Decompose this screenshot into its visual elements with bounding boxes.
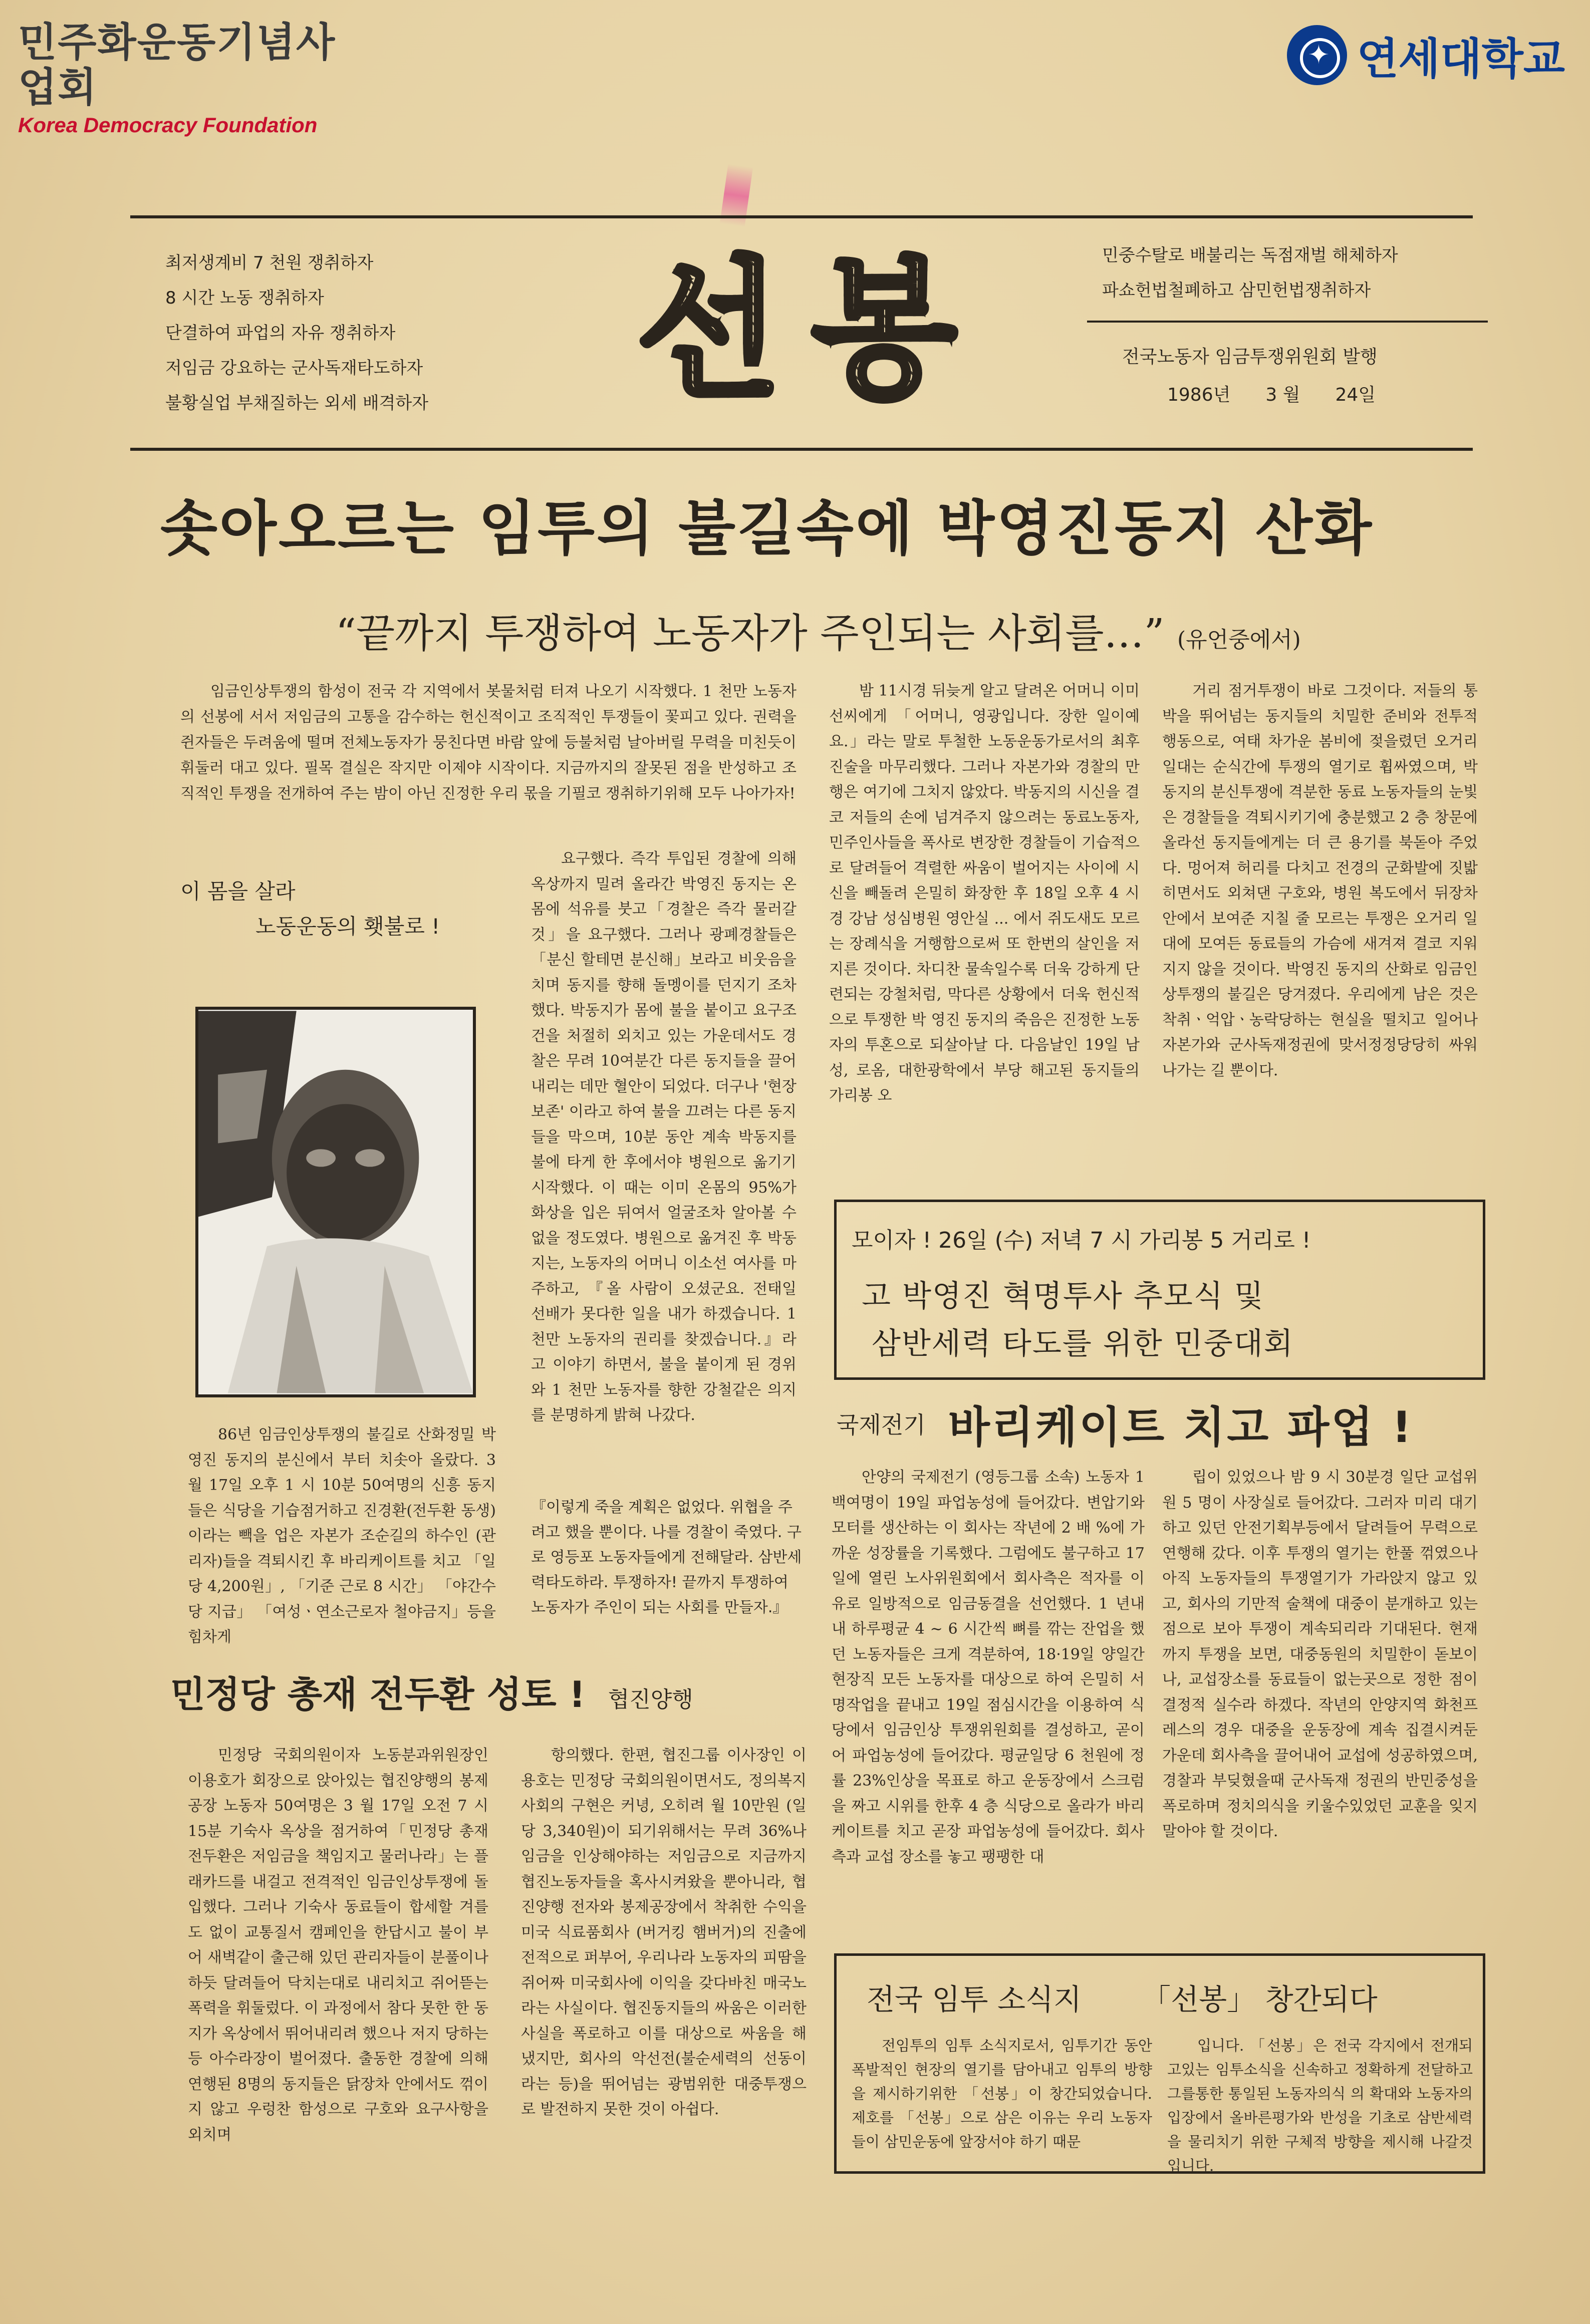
- slogan-left-item: 불황실업 부채질하는 외세 배격하자: [165, 393, 429, 413]
- sub-headline-quote: [336, 601, 1488, 659]
- masthead-title: 선봉: [586, 235, 1037, 426]
- kdf-logo-english: Korea Democracy Foundation: [18, 113, 318, 137]
- slogan-left-item: 저임금 강요하는 군사독재타도하자: [165, 358, 423, 378]
- article2-column-1: [188, 1743, 488, 2148]
- article4-headline-left: 전국 임투 소식지: [867, 1982, 1082, 2016]
- article4-column-1: [852, 2034, 1152, 2154]
- date-year: 1986년: [1167, 385, 1231, 405]
- article2-headline-text: 민정당 총재 전두환 성토 !: [170, 1673, 586, 1715]
- article4-text: 전임투의 임투 소식지로서, 임투기간 동안 폭발적인 현장의 열기를 담아내고 임투의 방향을 제시하기위한 「선봉」이 창간되었습니다. 제호를 「선봉」으로 삼은 이유는 우리 노동자들이 삼민운동에 앞장서야 하기 때문: [852, 2037, 1152, 2150]
- rally-notice-line-1: 모이자 ! 26일 (수) 저녁 7 시 가리봉 5 거리로 !: [852, 1228, 1311, 1253]
- article4-headline-right: 「선봉」 창간되다: [1142, 1982, 1378, 2016]
- main-headline: 솟아오르는 임투의 불길속에 박영진동지 산화: [160, 494, 1374, 563]
- rally-notice-line-2: 고 박영진 혁명투사 추모식 및: [862, 1279, 1264, 1314]
- article1-text: 밤 11시경 뒤늦게 알고 달려온 어머니 이미선씨에게 「어머니, 영광입니다. 장한 일이예요.」라는 말로 투철한 노동운동가로서의 최후진술을 마무리했다. 그러나 자본가와 경찰의 만행은 여기에 그치지 않았다. 박동지의 시신을 결코 저들의 손에 넘겨주지 않으려는 동료노동자, 민주인사들을 폭사로 변장한 경찰들이 기습적으로 달려들어 격렬한 싸움이 벌어지는 사이에 시신을 빼돌려 은밀히 화장한 후 18일 오후 4 시경 강남 성심병원 영안실 ... 에서 쥐도새도 모르는 장례식을 거행함으로써 또 한번의 살인을 저지른 것이다. 차디찬 물속일수록 더욱 강하게 단련되는 강철처럼, 막다른 상황에서 더욱 헌신적으로 투쟁한 박 영진 동지의 죽음은 진정한 노동자의 투혼으로 되살아날 다. 다음날인 19일 남성, 로옴, 대한광학에서 부당 해고된 동지들의 가리봉 오: [829, 682, 1140, 1104]
- slogan-right-item: 민중수탈로 배불리는 독점재벌 해체하자: [1102, 245, 1398, 265]
- rally-notice-line-3: 삼반세력 타도를 위한 민중대회: [872, 1326, 1294, 1361]
- quote-text: “끝까지 투쟁하여 노동자가 주인되는 사회를…”: [336, 610, 1165, 657]
- slogans-right: [1102, 238, 1483, 308]
- article1-kicker: [180, 874, 481, 944]
- article4-column-2: [1167, 2034, 1473, 2178]
- portrait-photo-image: [198, 1010, 473, 1394]
- article1-column-2: [531, 846, 797, 1428]
- yonsei-logo: [1287, 24, 1565, 86]
- last-words-quote: 『이렇게 죽을 계획은 없었다. 위협을 주려고 했을 뿐이다. 나를 경찰이 죽였다. 구로 영등포 노동자들에게 전해달라. 삼반세력타도하라. 투쟁하자! 끝까지 투쟁하여 노동자가 주인이 되는 사회를 만들자.』: [531, 1499, 802, 1616]
- date-day: 24일: [1335, 385, 1376, 405]
- publication-date: [1122, 376, 1483, 414]
- rally-notice-box: [834, 1200, 1485, 1380]
- article3-text: 립이 있었으나 밤 9 시 30분경 일단 교섭위원 5 명이 사장실로 들어갔다. 그러자 미리 대기하고 있던 안전기획부등에서 달려들어 무력으로 연행해 갔다. 이후 투쟁의 열기는 한풀 꺾였으나 아직 노동자들의 투쟁열기가 가라앉지 않고 있고, 회사의 기만적 술책에 대중이 분개하고 있는 점으로 보아 투쟁이 계속되리라 기대된다. 현재까지 투쟁을 보면, 대중동원의 치밀한이 돋보이나, 교섭장소를 동료들이 없는곳으로 정한 점이 결정적 실수라 하겠다. 작년의 안양지역 화천프레스의 경우 대중을 운동장에 계속 집결시켜둔 가운데 회사측을 끌어내어 교섭에 성공하였으며, 경찰과 부딪혔을때 군사독재 정권의 반민중성을 폭로하며 정치의식을 키울수있었던 교훈을 잊지 말아야 할 것이다.: [1162, 1469, 1478, 1840]
- article3-headline-text: 바리케이트 치고 파업 !: [948, 1402, 1414, 1452]
- masthead-divider: [1087, 321, 1488, 323]
- publication-info: [1122, 338, 1483, 414]
- article1-column-3: [829, 679, 1140, 1109]
- article1-text: 86년 임금인상투쟁의 불길로 산화정밀 박 영진 동지의 분신에서 부터 치솟아 올랐다. 3 월 17일 오후 1 시 10분 50여명의 신흥 동지들은 식당을 기습점거하고 진경환(전두환 동생)이라는 빽을 업은 자본가 조순길의 하수인 (관리자)들을 격퇴시킨 후 바리케이트를 치고 「일당 4,200원」, 「기준 근로 8 시간」 「야간수당 지급」 「여성ㆍ연소근로자 철야금지」등을 힘차게: [188, 1426, 496, 1646]
- publisher: 전국노동자 임금투쟁위원회 발행: [1122, 347, 1378, 367]
- kdf-logo: [18, 20, 339, 137]
- article1-column-1: [188, 1422, 496, 1650]
- article3-column-2: [1162, 1465, 1478, 1845]
- article1-text: 요구했다. 즉각 투입된 경찰에 의해 옥상까지 밀려 올라간 박영진 동지는 온몸에 석유를 붓고「경찰은 즉각 물러갈 것」을 요구했다. 그러나 광폐경찰들은「분신 할테면 분신해」보라고 비웃음을 치며 동지를 향해 돌멩이를 던지기 조차 했다. 박동지가 몸에 불을 붙이고 요구조건을 처절히 외치고 있는 가운데서도 경찰은 무려 10여분간 다른 동지들을 끌어내리는 데만 혈안이 되었다. 더구나 '현장보존' 이라고 하여 불을 끄려는 다른 동지들을 막으며, 10분 동안 계속 박동지를 불에 타게 한 후에서야 병원으로 옮기기 시작했다. 이 때는 이미 온몸의 95%가 화상을 입은 뒤여서 얼굴조차 알아볼 수 없을 정도였다. 병원으로 옮겨진 후 박동지는, 노동자의 어머니 이소선 여사를 마주하고, 『올 사람이 오셨군요. 전태일 선배가 못다한 일을 내가 하겠습니다. 1 천만 노동자의 권리를 찾겠습니다.』라고 이야기 하면서, 불을 붙이게 된 경위와 1 천만 노동자를 향한 강철같은 의지를 분명하게 밝혀 나갔다.: [531, 850, 797, 1424]
- article2-column-2: [521, 1743, 807, 2123]
- slogan-left-item: 단결하여 파업의 자유 쟁취하자: [165, 323, 396, 343]
- slogan-left-item: 8 시간 노동 쟁취하자: [165, 288, 324, 308]
- article3-kicker: 국제전기: [837, 1411, 926, 1438]
- article3-headline: [837, 1392, 1488, 1455]
- article2-headline: [170, 1665, 822, 1717]
- lead-text: 임금인상투쟁의 함성이 전국 각 지역에서 봇물처럼 터져 나오기 시작했다. 1 천만 노동자의 선봉에 서서 저임금의 고통을 감수하는 헌신적이고 조직적인 투쟁들이 꽃피고 있다. 권력을 쥔자들은 두려움에 떨며 전체노동자가 뭉친다면 바람 앞에 등불처럼 날아버릴 무력을 미친듯이 휘둘러 대고 있다. 필목 결실은 작지만 이제야 시작이다. 지금까지의 잘못된 점을 반성하고 조직적인 투쟁을 전개하여 주는 밤이 아닌 진정한 우리 몫을 기필코 쟁취하기위해 모두 나아가자!: [180, 683, 797, 802]
- lead-paragraph: [180, 679, 797, 806]
- kicker-line-1: 이 몸을 살라: [180, 879, 296, 904]
- kicker-line-2: 노동운동의 횃불로 !: [255, 914, 440, 939]
- slogans-left: [165, 245, 476, 421]
- date-month: 3 월: [1265, 385, 1300, 405]
- article1-column-4: [1162, 679, 1478, 1083]
- article2-source: 협진양행: [608, 1687, 693, 1712]
- yonsei-seal-icon: [1287, 25, 1347, 85]
- slogan-left-item: 최저생계비 7 천원 쟁취하자: [165, 253, 374, 273]
- article2-text: 항의했다. 한편, 협진그룹 이사장인 이용호는 민정당 국회의원이면서도, 정의복지사회의 구현은 커녕, 오히려 월 10만원 (일당 3,340원)이 되기위해서는 무려 36%나 임금을 인상해야하는 저임금으로 지금까지 협진노동자들을 혹사시켜왔을 뿐아니라, 협진양행 전자와 봉제공장에서 착취한 수익을 미국 식료품회사 (버거킹 햄버거)의 진출에 전적으로 퍼부어, 우리나라 노동자의 피땀을 쥐어짜 미국회사에 이익을 갖다바친 매국노라는 사실이다. 협진동지들의 싸움은 이러한 사실을 폭로하고 이를 대상으로 싸움을 해 냈지만, 회사의 악선전(불순세력의 선동이라는 등)을 뛰어넘는 광범위한 대중투쟁으로 발전하지 못한 것이 아쉽다.: [521, 1747, 807, 2118]
- article1-text: 거리 점거투쟁이 바로 그것이다. 저들의 통박을 뛰어넘는 동지들의 치밀한 준비와 전투적 행동으로, 여태 차가운 봄비에 젖을렸던 오거리 일대는 순식간에 투쟁의 열기로 휩싸였으며, 박동지의 분신투쟁에 격분한 동료 노동자들의 눈빛은 경찰들을 격퇴시키기에 충분했고 2 층 창문에 올라선 동지들에게는 더 큰 용기를 북돋아 주었다. 멍어져 허리를 다치고 전경의 군화발에 짓밟히면서도 외쳐댄 구호와, 병원 복도에서 뒤장차 안에서 보여준 지칠 줄 모르는 투쟁은 오거리 일대에 모여든 동료들의 가슴에 새겨져 결코 지워지지 않을 것이다. 박영진 동지의 산화로 임금인상투쟁의 불길은 당겨졌다. 우리에게 남은 것은 착취ㆍ억압ㆍ농락당하는 현실을 떨치고 일어나 자본가와 군사독재정권에 맞서정정당당히 싸워나가는 길 뿐이다.: [1162, 682, 1478, 1079]
- article2-text: 민정당 국회의원이자 노동분과위원장인 이용호가 회장으로 앉아있는 협진양행의 봉제공장 노동자 50여명은 3 월 17일 오전 7 시 15분 기숙사 옥상을 점거하여「민정당 총재 전두환은 저임금을 책임지고 물러나라」는 플래카드를 내걸고 전격적인 임금인상투쟁에 돌입했다. 그러나 기숙사 동료들이 합세할 겨를도 없이 교통질서 캠페인을 한답시고 불이 부어 새벽같이 출근해 있던 관리자들이 분풀이나 하듯 달려들어 닥치는대로 내리치고 쥐어뜯는 폭력을 휘둘렀다. 이 과정에서 참다 못한 한 동지가 옥상에서 뛰어내리려 했으나 저지 당하는 등 아수라장이 벌어졌다. 출동한 경찰에 의해 연행된 8명의 동지들은 닭장차 안에서도 꺾이지 않고 우렁찬 함성으로 구호와 요구사항을 외치며: [188, 1747, 488, 2144]
- yonsei-name: 연세대학교: [1357, 34, 1565, 84]
- article3-text: 안양의 국제전기 (영등그룹 소속) 노동자 1 백여명이 19일 파업농성에 들어갔다. 변압기와 모터를 생산하는 이 회사는 작년에 2 배 %에 가까운 성장률을 기록했다. 그럼에도 불구하고 17일에 열린 노사위원회에서 회사측은 적자를 이유로 일방적으로 임금동결을 선언했다. 1 년내내 하루평균 4 ~ 6 시간씩 뼈를 깎는 잔업을 했던 노동자들은 크게 격분하여, 18·19일 양일간 현장직 모든 노동자를 대상으로 하여 은밀히 서명작업을 끝내고 19일 점심시간을 이용하여 식당에서 임금인상 투쟁위원회를 결성하고, 곧이어 파업농성에 들어갔다. 평균일당 6 천원에 정률 23%인상을 목표로 하고 운동장에서 스크럼을 짜고 시위를 한후 4 층 식당으로 올라가 바리케이트를 치고 곧장 파업농성에 들어갔다. 회사측과 교섭 장소를 놓고 팽팽한 대: [832, 1469, 1145, 1866]
- article4-text: 입니다. 「선봉」은 전국 각지에서 전개되고있는 임투소식을 신속하고 정확하게 전달하고 그를통한 통일된 노동자의식 의 확대와 노동자의 입장에서 올바른평가와 반성을 기초로 삼반세력을 물리치기 위한 구체적 방향을 제시해 나갈것입니다.: [1167, 2037, 1473, 2174]
- article3-column-1: [832, 1465, 1145, 1870]
- slogan-right-item: 파쇼헌법철폐하고 삼민헌법쟁취하자: [1102, 280, 1371, 301]
- kdf-logo-korean: 민주화운동기념사업회: [18, 19, 336, 111]
- portrait-photo: [195, 1007, 476, 1397]
- quote-source: (유언중에서): [1177, 627, 1301, 653]
- article4-headline: [867, 1976, 1468, 2018]
